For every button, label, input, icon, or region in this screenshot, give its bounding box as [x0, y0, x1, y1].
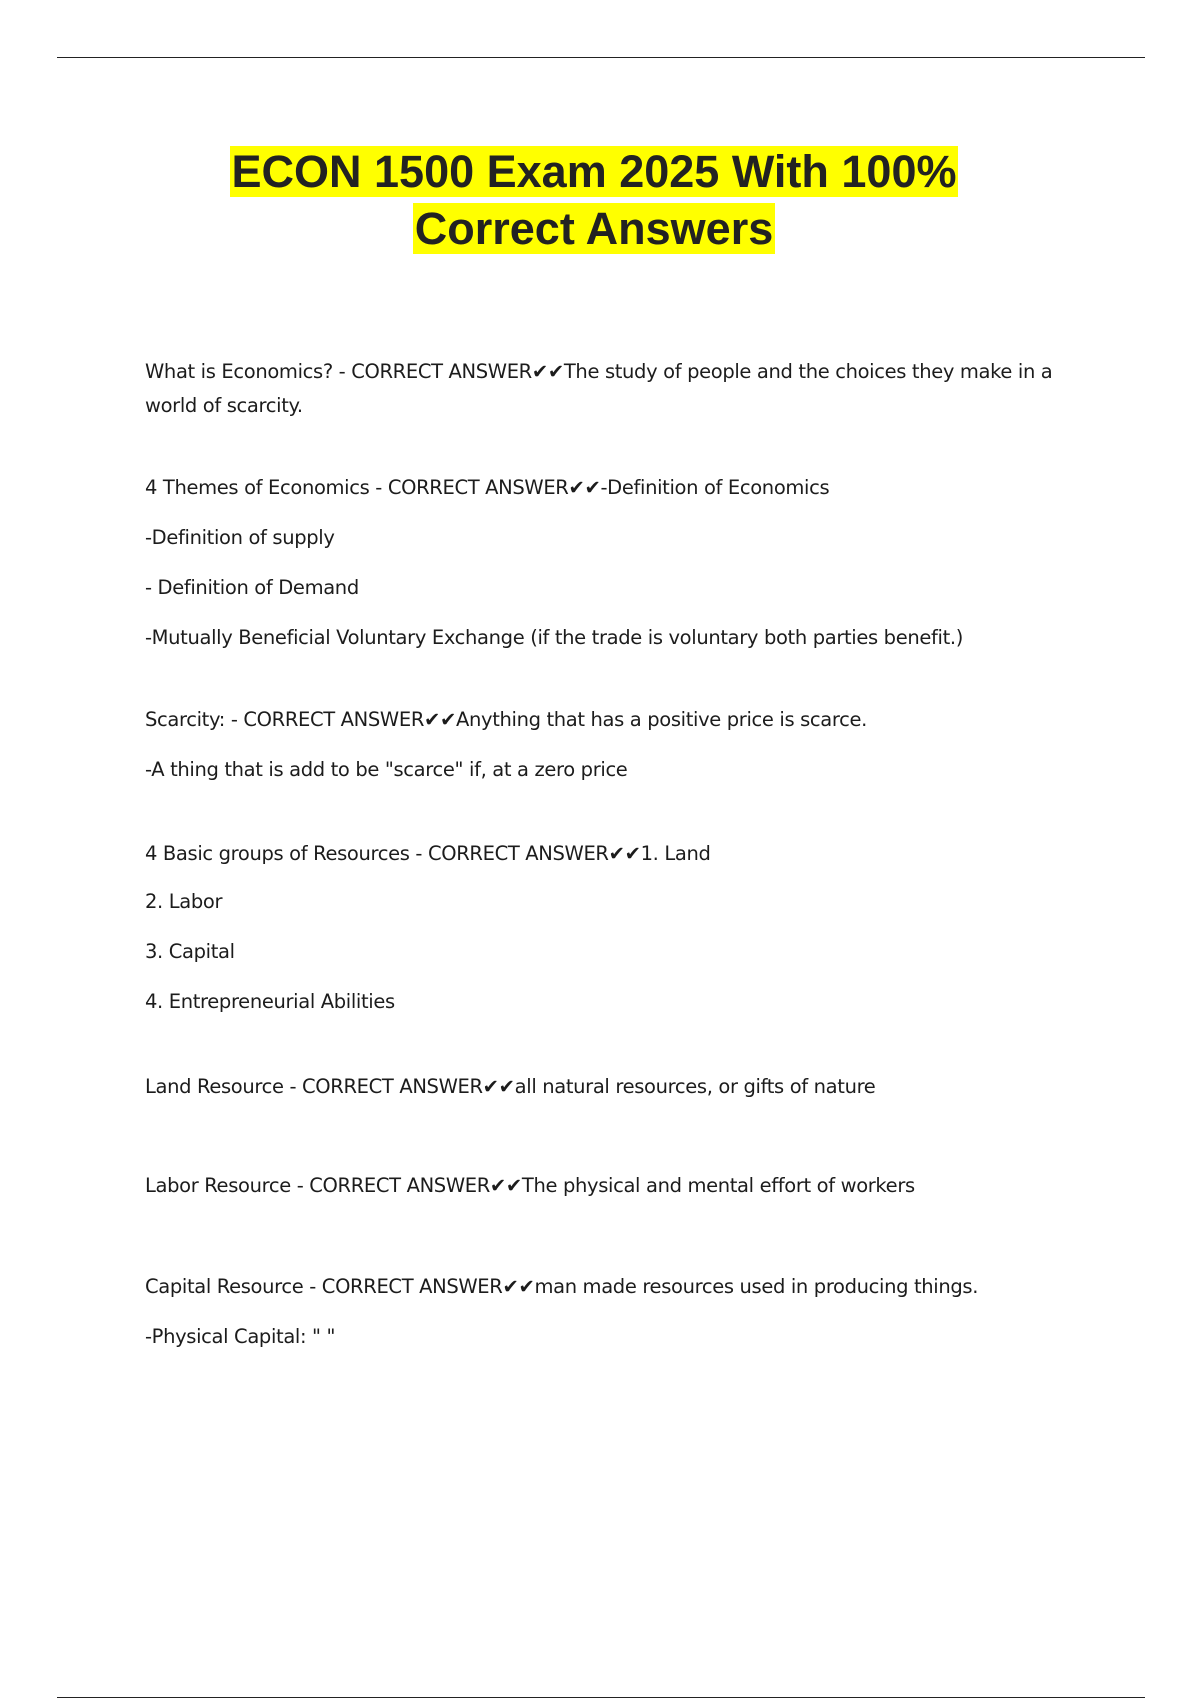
answer-text: 1. Land [640, 842, 711, 865]
answer-line: -Physical Capital: " " [145, 1325, 336, 1348]
answer-text: Anything that has a positive price is scarce. [456, 708, 867, 731]
separator: - [283, 1075, 303, 1098]
answer-line: 4. Entrepreneurial Abilities [145, 990, 395, 1013]
question-text: Labor Resource [145, 1174, 291, 1197]
bottom-page-rule [57, 1697, 1145, 1698]
answer-line: 2. Labor [145, 890, 223, 913]
qa-line [145, 471, 1095, 505]
answer-line: -A thing that is add to be "scarce" if, at a zero price [145, 758, 628, 781]
answer-text: man made resources used in producing things. [534, 1275, 979, 1298]
qa-entry-resources [145, 837, 1095, 1019]
title-line-1: ECON 1500 Exam 2025 With 100% [231, 146, 957, 197]
title-line-2: Correct Answers [414, 203, 774, 254]
qa-entry-scarcity [145, 703, 1095, 787]
answer-line: -Definition of supply [145, 526, 335, 549]
answer-text: The study of people and the choices they make in a [563, 360, 1053, 383]
qa-line [145, 1270, 1095, 1304]
separator: - [303, 1275, 322, 1298]
answer-marker: CORRECT ANSWER✔✔ [427, 842, 641, 865]
question-text: 4 Basic groups of Resources [145, 842, 410, 865]
qa-line [145, 703, 1095, 737]
answer-marker: CORRECT ANSWER✔✔ [243, 708, 457, 731]
answer-marker: CORRECT ANSWER✔✔ [321, 1275, 535, 1298]
answer-line: - Definition of Demand [145, 576, 359, 599]
answer-marker: CORRECT ANSWER✔✔ [309, 1174, 522, 1197]
answer-line: 3. Capital [145, 940, 235, 963]
qa-entry-capital [145, 1270, 1095, 1354]
qa-line [145, 837, 1095, 871]
qa-entry-themes [145, 471, 1095, 655]
answer-marker: CORRECT ANSWER✔✔ [351, 360, 564, 383]
question-text: What is Economics? [145, 360, 333, 383]
top-page-rule [57, 57, 1145, 58]
separator: - [290, 1174, 310, 1197]
qa-entry-land [145, 1070, 1095, 1104]
separator: - [409, 842, 428, 865]
page-title [0, 143, 1188, 257]
separator: - [369, 476, 388, 499]
answer-marker: CORRECT ANSWER✔✔ [302, 1075, 515, 1098]
answer-continuation: world of scarcity. [145, 394, 303, 417]
question-text: Capital Resource [145, 1275, 304, 1298]
qa-line [145, 1070, 1095, 1104]
qa-line [145, 1169, 1095, 1203]
answer-marker: CORRECT ANSWER✔✔ [387, 476, 601, 499]
answer-line: -Mutually Beneficial Voluntary Exchange (if the trade is voluntary both parties benefit.) [145, 626, 963, 649]
question-text: Scarcity: [145, 708, 225, 731]
qa-entry-economics [145, 355, 1095, 423]
answer-text: The physical and mental effort of workers [521, 1174, 915, 1197]
qa-content [145, 355, 1095, 1354]
separator: - [224, 708, 244, 731]
question-text: Land Resource [145, 1075, 284, 1098]
answer-text: -Definition of Economics [600, 476, 830, 499]
separator: - [332, 360, 352, 383]
qa-line [145, 355, 1095, 423]
qa-entry-labor [145, 1169, 1095, 1203]
answer-text: all natural resources, or gifts of nature [514, 1075, 876, 1098]
question-text: 4 Themes of Economics [145, 476, 370, 499]
